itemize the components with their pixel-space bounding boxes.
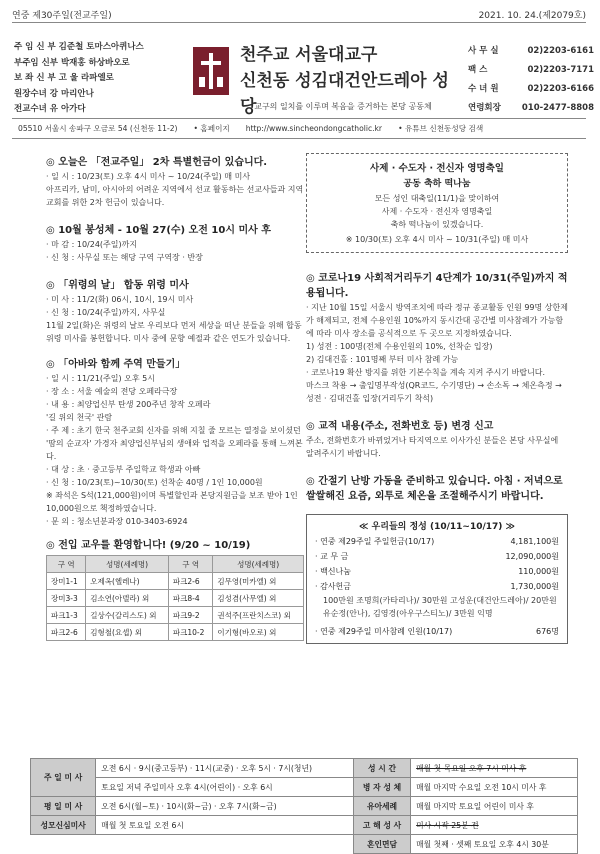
offering-label: · 교 무 금 [315, 552, 349, 561]
church-name-line1: 천주교 서울대교구 [240, 45, 378, 65]
offering-label: · 연중 제29주일 주일헌금(10/17) [315, 537, 435, 546]
schedule-row [31, 816, 578, 835]
offering-row [315, 624, 559, 639]
schedule-value: 매월 첫째 · 셋째 토요일 오후 4시 30분 [411, 835, 578, 854]
contact-label: 연령회장 [468, 103, 501, 113]
offering-value: 4,181,100원 [510, 537, 559, 546]
table-cell: 파크10-2 [168, 624, 213, 641]
schedule-row [31, 835, 578, 854]
schedule-row [31, 778, 578, 797]
address-bar [12, 120, 592, 136]
section-title: ◎ 간절기 난방 가동을 준비하고 있습니다. 아침 · 저녁으로 쌀쌀해진 요즘, 외투로 체온을 조절해주시기 바랍니다. [306, 476, 563, 502]
offering-value: 1,730,000원 [510, 582, 559, 591]
feast-subtitle: 공동 축하 떡나눔 [403, 179, 471, 189]
divider [12, 138, 586, 139]
schedule-label: 고 해 성 사 [353, 816, 410, 835]
section-title: ◎ 코로나19 사회적거리두기 4단계가 10/31(주일)까지 적용됩니다. [306, 273, 568, 299]
section-body: 주소, 전화번호가 바뀌었거나 타지역으로 이사가신 분들은 본당 사무실에 알려주시기 바랍니다. [306, 436, 559, 458]
schedule-value: 오전 6시 · 9시(중고등부) · 11시(교중) · 오후 5시 · 7시(청년) [96, 759, 354, 778]
schedule-value: 매월 마지막 수요일 오전 10시 미사 후 [411, 778, 578, 797]
section-title: ◎ 교적 내용(주소, 전화번호 등) 변경 신고 [306, 421, 494, 432]
schedule-value: 토요일 저녁 주일미사 오후 4시(어린이) · 오후 6시 [96, 778, 354, 797]
church-logo [193, 47, 229, 95]
table-cell: 이기형(바오로) 외 [213, 624, 304, 641]
section-body: · 일 시 : 11/21(주일) 오후 5시 · 장 소 : 서울 예술의 전당 오페라극장 · 내 용 : 최양업신부 탄생 200주년 창작 오페라 '길 위의 천국' 관람 · 주 제 : 초기 한국 천주교회 신자를 위해 지칠 줄 모르는 열정을 보이셨던 '땀의 순교자' 가경자 최양업신부님의 생애와 업적을 오페라를 통해 느껴본다. · 대 상 : 초 · 중고등부 주일학교 학생과 아빠 · 신 청 : 10/23(토)~10/30(토) 선착순 40명 / 1인 10,000원 ※ 좌석은 S석(121,000원)이며 특별할인과 본당지원금을 보조 받아 1인 10,000원으로 책정하였습니다. · 문 의 : 청소년분과장 010-3403-6924 [46, 374, 303, 526]
clergy-line: 전교수녀 유 아가다 [14, 104, 86, 114]
divider [12, 118, 586, 119]
mass-schedule [30, 758, 578, 854]
table-cell: 권석주(프란치스코) 외 [213, 607, 304, 624]
table-cell: 김형철(요셉) 외 [86, 624, 169, 641]
section-title: ◎ 「위령의 날」 합동 위령 미사 [46, 280, 189, 291]
table-cell: 길상수(갈리스도) 외 [86, 607, 169, 624]
table-row [47, 607, 304, 624]
feast-box [306, 153, 568, 253]
contact-office [468, 42, 594, 61]
table-cell: 장미3-3 [47, 590, 86, 607]
homepage-label: • 홈페이지 [193, 123, 230, 133]
contact-value: 02)2203-7171 [527, 65, 594, 75]
schedule-value: 매월 마지막 토요일 어린이 미사 후 [411, 797, 578, 816]
offering-value: 12,090,000원 [505, 552, 559, 561]
feast-body: 모든 성인 대축일(11/1)을 맞이하여 사제 · 수도자 · 전신자 영명축일 축하 떡나눔이 있겠습니다. [374, 194, 500, 229]
right-column [306, 153, 568, 644]
table-header: 구 역 [168, 556, 213, 573]
contact-label: 팩 스 [468, 65, 488, 75]
table-cell: 장미1-1 [47, 573, 86, 590]
offering-row [315, 564, 559, 579]
newcomer-table [46, 555, 304, 641]
schedule-value: 오전 6시(월~토) · 10시(화~금) · 오후 7시(화~금) [96, 797, 354, 816]
offering-value: 110,000원 [518, 567, 559, 576]
offering-label: · 연중 제29주일 미사참례 인원(10/17) [315, 627, 453, 636]
table-row [47, 590, 304, 607]
clergy-line: 주 임 신 부 김준철 토마스아퀴나스 [14, 42, 144, 52]
clergy-list [14, 40, 186, 118]
homepage-link[interactable]: http://www.sincheondongcatholic.kr [245, 123, 383, 133]
motto: 교구의 일치를 이루며 복음을 증거하는 본당 공동체 [254, 102, 432, 111]
offering-row [315, 549, 559, 564]
offering-row [315, 579, 559, 594]
offering-title: ≪ 우리들의 정성 (10/11~10/17) ≫ [359, 522, 515, 532]
church-name-line2: 신천동 성김대건안드레아 성당 [240, 71, 449, 117]
section-title: ◎ 전입 교우를 환영합니다! (9/20 ~ 10/19) [46, 540, 251, 551]
clergy-line: 원장수녀 강 마리안나 [14, 88, 94, 99]
offering-note: 100만원 조명희(카타리나)/ 30만원 고성운(대건안드레아)/ 20만원 유순정(안나), 김영경(아우구스티노)/ 3만원 익명 [323, 596, 557, 618]
issue-date: 2021. 10. 24.(제2079호) [478, 11, 586, 21]
contact-label: 사 무 실 [468, 46, 499, 56]
section-title: ◎ 「아바와 함께 주역 만들기」 [46, 359, 186, 370]
section-body: · 지난 10월 15일 서울시 방역조치에 따라 정규 종교활동 인원 99명 상한제가 해제되고, 전체 수용인원 10%까지 동시간대 공간별 미사참례가 가능함에 따라 미사 장소를 공식적으로 두 곳으로 지정하였습니다. 1) 성전 : 100명(전체 수용인원의 10%, 선착순 입장) 2) 김대건홀 : 101명째 부터 미사 참례 가능 · 코로나19 확산 방지를 위한 기본수칙을 계속 지켜 주시기 바랍니다. 마스크 착용 → 출입명부작성(QR코드, 수기명단) → 손소독 → 체온측정 → 성전 · 김대건홀 입장(거리두기 착석) [306, 303, 568, 403]
schedule-label: 유아세례 [353, 797, 410, 816]
table-cell: 파크2-6 [168, 573, 213, 590]
section-body: · 미 사 : 11/2(화) 06시, 10시, 19시 미사 · 신 청 : 10/24(주일)까지, 사무실 11월 2일(화)은 위령의 날로 우리보다 먼저 세상을 떠난 분들을 위해 합동 위령 미사를 봉헌합니다. 미사 중에 문향 예절과 같은 연도가 있습니다. [46, 295, 302, 343]
offering-label: · 백신나눔 [315, 567, 351, 576]
section-title: ◎ 오늘은 「전교주일」 2차 특별헌금이 있습니다. [46, 157, 268, 168]
youtube-info: • 유튜브 신천동성당 검색 [398, 123, 484, 133]
divider [12, 22, 586, 23]
section-body: · 마 감 : 10/24(주일)까지 · 신 청 : 사무실 또는 해당 구역 구역장 · 반장 [46, 240, 203, 262]
table-cell: 김무영(미카엘) 외 [213, 573, 304, 590]
offering-row [315, 534, 559, 549]
schedule-row [31, 797, 578, 816]
offering-value: 676명 [536, 627, 559, 636]
issue-title: 연중 제30주일(전교주일) [12, 11, 112, 21]
schedule-label: 평 일 미 사 [31, 797, 96, 816]
section-title: ◎ 10월 봉성체 - 10월 27(수) 오전 10시 미사 후 [46, 225, 271, 236]
address: 05510 서울시 송파구 오금로 54 (신천동 11-2) [18, 123, 178, 133]
section-body: · 일 시 : 10/23(토) 오후 4시 미사 ~ 10/24(주일) 매 미사 아프리카, 남미, 아시아의 어려운 지역에서 선교 활동하는 선교사들과 지역교회를 위한 2차 헌금이 있습니다. [46, 172, 304, 207]
feast-note: ※ 10/30(토) 오후 4시 미사 ~ 10/31(주일) 매 미사 [345, 235, 529, 244]
contact-convent [468, 80, 594, 99]
contact-label: 수 녀 원 [468, 84, 499, 94]
left-column [46, 153, 306, 641]
schedule-label: 성 시 간 [353, 759, 410, 778]
clergy-line: 부주임 신부 박재홍 하상바오로 [14, 57, 130, 68]
feast-title: 사제 · 수도자 · 전신자 영명축일 [370, 163, 504, 174]
schedule-label: 성모신심미사 [31, 816, 96, 835]
table-cell: 파크1-3 [47, 607, 86, 624]
table-row [47, 573, 304, 590]
table-cell: 파크9-2 [168, 607, 213, 624]
schedule-value: 미사 시작 25분 전 [411, 816, 578, 835]
clergy-line: 보 좌 신 부 고 울 라파엘로 [14, 73, 114, 83]
schedule-label: 병 자 성 체 [353, 778, 410, 797]
schedule-label: 주 일 미 사 [31, 759, 96, 797]
offering-box [306, 514, 568, 644]
table-row [47, 624, 304, 641]
table-header: 성명(세례명) [86, 556, 169, 573]
contact-funeral [468, 99, 594, 118]
schedule-row [31, 759, 578, 778]
table-cell: 김성겸(사무엘) 외 [213, 590, 304, 607]
contact-value: 02)2203-6161 [527, 46, 594, 56]
table-cell: 오제옥(헬레나) [86, 573, 169, 590]
schedule-value: 매월 첫 토요일 오전 6시 [96, 816, 354, 835]
schedule-value: 매월 첫 목요일 오후 7시 미사 후 [411, 759, 578, 778]
contact-value: 02)2203-6166 [527, 84, 594, 94]
table-header: 구 역 [47, 556, 86, 573]
table-header: 성명(세례명) [213, 556, 304, 573]
schedule-empty [31, 835, 354, 854]
contact-fax [468, 61, 594, 80]
table-cell: 김소연(아델라) 외 [86, 590, 169, 607]
offering-label: · 감사헌금 [315, 582, 351, 591]
schedule-label: 혼인면담 [353, 835, 410, 854]
contact-value: 010-2477-8808 [521, 103, 594, 113]
table-cell: 파크8-4 [168, 590, 213, 607]
contact-list [468, 42, 594, 118]
table-cell: 파크2-6 [47, 624, 86, 641]
